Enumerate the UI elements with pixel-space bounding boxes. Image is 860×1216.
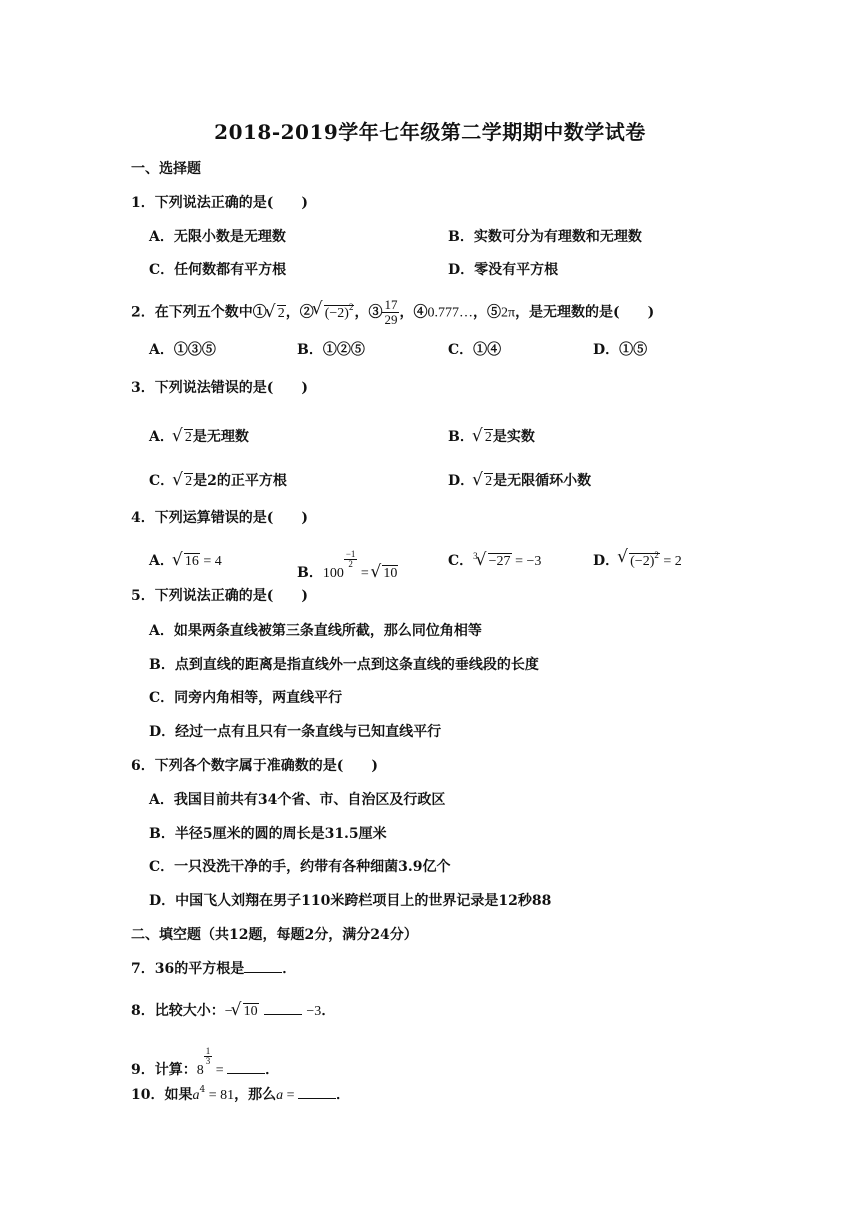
option-text: 是无限循环小数 — [493, 473, 592, 489]
exponent-one-third: $\frac{1}{3}$ — [205, 1046, 211, 1066]
two-pi-expr: 2π — [500, 305, 516, 321]
question-7 — [131, 958, 296, 978]
question-3-stem: 3．下列说法错误的是( ) — [131, 380, 308, 396]
question-1-option-d: D．零没有平方根 — [448, 262, 559, 278]
question-6-stem: 6．下列各个数字属于准确数的是( ) — [131, 758, 378, 774]
question-2-stem — [131, 298, 654, 327]
option-letter: C． — [448, 553, 474, 569]
sqrt-2-expr: √ 2 — [474, 429, 493, 446]
sqrt-neg2-sq-expr: √ $(-2)^2$ — [619, 550, 660, 570]
question-4-option-d: D．√ $(-2)^2 = 2$ — [593, 550, 682, 570]
question-2-suffix: ，是无理数的是( ) — [515, 304, 655, 321]
question-8-text: 8．比较大小： — [131, 1003, 225, 1019]
option-letter: A． — [149, 429, 174, 445]
question-2-prefix: 2．在下列五个数中① — [131, 304, 267, 321]
section-choice-heading: 一、选择题 — [131, 161, 201, 177]
question-9: 9．计算：8 $\frac{1}{3}$ = ． — [131, 1046, 280, 1078]
question-7-text: 7．36的平方根是 — [131, 961, 245, 977]
section-fill-heading: 二、填空题（共12题，每题2分，满分24分） — [131, 927, 418, 943]
question-5-option-b: B．点到直线的距离是指直线外一点到这条直线的垂线段的长度 — [149, 657, 539, 673]
question-1-option-c: C．任何数都有平方根 — [149, 262, 287, 278]
question-1-stem: 1．下列说法正确的是( ) — [131, 195, 308, 211]
question-8: 8．比较大小：−√ 10 −3． — [131, 1000, 335, 1020]
question-4-option-b: B．100 $\frac{-1}{2}$ = √ 10 — [297, 550, 398, 582]
question-4-option-c: C．$^3$√ −27 = −3 — [448, 550, 541, 570]
question-10-mid: ，那么 — [234, 1087, 277, 1103]
question-10-end: ． — [336, 1087, 351, 1103]
sqrt-2-expr: √ 2 — [174, 429, 193, 446]
question-3-option-c — [149, 470, 287, 490]
answer-blank[interactable] — [264, 1013, 302, 1015]
question-9-text: 9．计算： — [131, 1062, 197, 1078]
question-4-option-a: A．√ 16 = 4 — [149, 550, 222, 570]
question-1-option-a: A．无限小数是无理数 — [149, 229, 286, 245]
question-6-option-c: C．一只没洗干净的手，约带有各种细菌3.9亿个 — [149, 859, 451, 875]
question-2-option-c: C．①④ — [448, 342, 502, 358]
question-7-end: ． — [282, 961, 297, 977]
question-5-option-a: A．如果两条直线被第三条直线所截，那么同位角相等 — [149, 623, 482, 639]
option-letter: D． — [593, 553, 620, 569]
sqrt-10-expr: √ 10 — [372, 565, 398, 582]
sqrt-2-expr: √ 2 — [267, 305, 286, 322]
question-1-option-b: B．实数可分为有理数和无理数 — [448, 229, 642, 245]
option-letter: B． — [297, 565, 323, 581]
question-4-stem: 4．下列运算错误的是( ) — [131, 510, 308, 526]
question-6-option-d: D．中国飞人刘翔在男子110米跨栏项目上的世界记录是12秒88 — [149, 893, 552, 909]
question-3-option-b — [448, 426, 535, 446]
option-letter: C． — [149, 473, 175, 489]
question-2-sep: ，④ — [399, 304, 428, 321]
fraction-17-29: $\frac{17}{29}$ — [384, 297, 398, 327]
question-10-text: 10．如果 — [131, 1087, 193, 1103]
option-text: 是实数 — [492, 429, 535, 445]
exponent-neg-half: $\frac{-1}{2}$ — [345, 549, 356, 569]
question-2-option-a: A．①③⑤ — [149, 342, 216, 358]
sqrt-2-expr: √ 2 — [174, 473, 193, 490]
question-3-option-d — [448, 470, 591, 490]
question-5-option-d: D．经过一点有且只有一条直线与已知直线平行 — [149, 724, 442, 740]
question-2-sep: ，③ — [354, 304, 383, 321]
answer-blank[interactable] — [244, 971, 282, 973]
option-text: 是无理数 — [192, 429, 249, 445]
question-10: 10．如果$a^4 = 81$，那么a = ． — [131, 1085, 351, 1103]
answer-blank[interactable] — [298, 1097, 336, 1099]
question-3-option-a — [149, 426, 249, 446]
cube-root-expr: √ −27 — [478, 553, 512, 570]
sqrt-2-expr: √ 2 — [474, 473, 493, 490]
option-letter: A． — [149, 553, 174, 569]
sqrt-neg2-sq-expr: √ $(-2)^2$ — [314, 302, 355, 322]
question-2-sep: ，⑤ — [472, 304, 501, 321]
page-title: 2018-2019学年七年级第二学期期中数学试卷 — [214, 120, 646, 144]
question-2-sep: ，② — [285, 304, 314, 321]
sqrt-16-expr: √ 16 — [174, 553, 200, 570]
decimal-expr: 0.777… — [427, 305, 473, 321]
question-6-option-b: B．半径5厘米的圆的周长是31.5厘米 — [149, 826, 387, 842]
option-text: 是2的正平方根 — [193, 473, 287, 489]
question-5-stem: 5．下列说法正确的是( ) — [131, 588, 308, 604]
option-letter: B． — [448, 429, 474, 445]
sqrt-10-expr: √ 10 — [233, 1003, 259, 1020]
question-2-option-d: D．①⑤ — [593, 342, 648, 358]
question-6-option-a: A．我国目前共有34个省、市、自治区及行政区 — [149, 792, 446, 808]
option-letter: D． — [448, 473, 475, 489]
question-2-option-b: B．①②⑤ — [297, 342, 365, 358]
question-8-end: ． — [321, 1003, 336, 1019]
answer-blank[interactable] — [227, 1072, 265, 1074]
question-9-end: ． — [265, 1062, 280, 1078]
question-5-option-c: C．同旁内角相等，两直线平行 — [149, 690, 343, 706]
